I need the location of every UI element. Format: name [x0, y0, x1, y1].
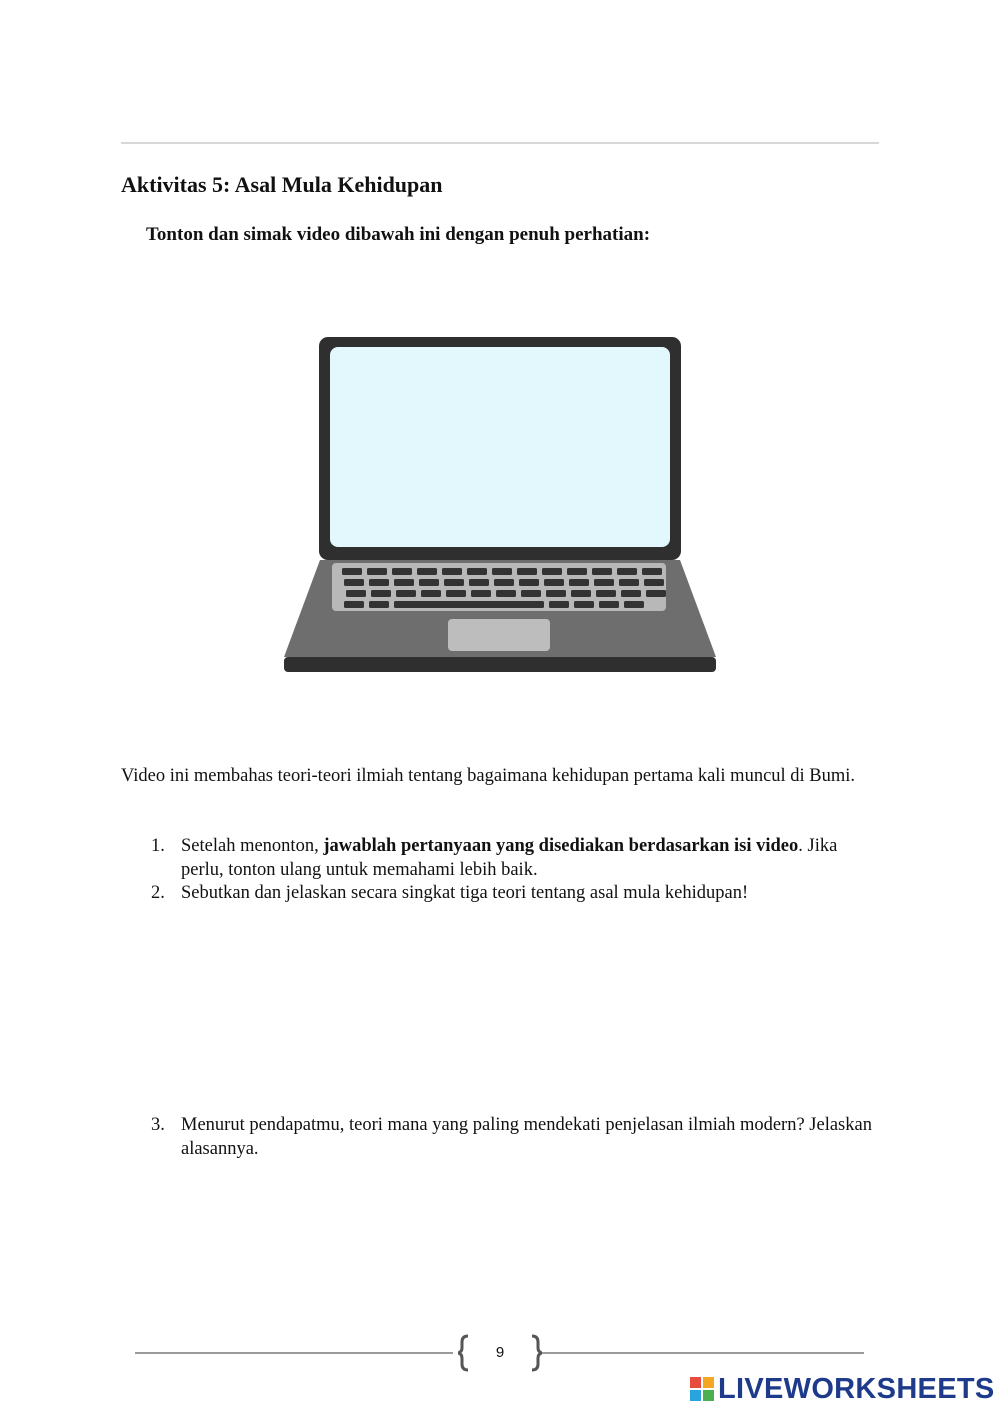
keyboard-key: [421, 590, 441, 597]
keyboard-key: [494, 579, 514, 586]
keyboard-key: [392, 568, 412, 575]
question-text: . Jika perlu, tonton ulang untuk memahami lebih baik.: [181, 836, 838, 880]
keyboard-key: [417, 568, 437, 575]
laptop-screen: [330, 347, 670, 547]
keyboard-key: [371, 590, 391, 597]
keyboard-key: [344, 579, 364, 586]
keyboard-key: [646, 590, 666, 597]
keyboard-key: [369, 601, 389, 608]
keyboard-key: [574, 601, 594, 608]
activity-instruction: Tonton dan simak video dibawah ini dengan penuh perhatian:: [146, 224, 651, 245]
keyboard-key: [444, 579, 464, 586]
keyboard-key: [569, 579, 589, 586]
spacebar-key: [394, 601, 544, 608]
question-emphasis: jawablah pertanyaan yang disediakan berdasarkan isi video: [323, 836, 799, 856]
footer-divider-left: [135, 1352, 453, 1354]
keyboard-key: [619, 579, 639, 586]
keyboard-key: [549, 601, 569, 608]
keyboard-key: [369, 579, 389, 586]
liveworksheets-logo[interactable]: [690, 1372, 995, 1406]
keyboard-key: [594, 579, 614, 586]
keyboard-key: [346, 590, 366, 597]
keyboard-key: [344, 601, 364, 608]
keyboard-key: [517, 568, 537, 575]
keyboard-key: [394, 579, 414, 586]
keyboard-key: [471, 590, 491, 597]
liveworksheets-icon: [690, 1377, 714, 1401]
question-number: 2.: [151, 883, 165, 903]
page-number: 9: [495, 1344, 505, 1361]
keyboard-key: [419, 579, 439, 586]
keyboard-key: [342, 568, 362, 575]
keyboard-key: [519, 579, 539, 586]
keyboard-key: [496, 590, 516, 597]
keyboard-key: [542, 568, 562, 575]
keyboard-key: [596, 590, 616, 597]
laptop-icon[interactable]: [282, 335, 718, 675]
keyboard-key: [546, 590, 566, 597]
keyboard-key: [492, 568, 512, 575]
question-text: Menurut pendapatmu, teori mana yang paling mendekati penjelasan ilmiah modern? Jelaskan alasannya.: [181, 1115, 872, 1159]
keyboard-key: [567, 568, 587, 575]
laptop-touchpad: [448, 619, 550, 651]
keyboard-key: [469, 579, 489, 586]
keyboard-key: [396, 590, 416, 597]
footer-divider-right: [540, 1352, 864, 1354]
keyboard-key: [642, 568, 662, 575]
keyboard-key: [544, 579, 564, 586]
keyboard-key: [571, 590, 591, 597]
keyboard-key: [442, 568, 462, 575]
question-number: 3.: [151, 1115, 165, 1135]
keyboard-key: [367, 568, 387, 575]
liveworksheets-wordmark: LIVEWORKSHEETS: [718, 1372, 995, 1405]
keyboard-key: [521, 590, 541, 597]
activity-heading: Aktivitas 5: Asal Mula Kehidupan: [121, 172, 443, 197]
question-text: Sebutkan dan jelaskan secara singkat tiga teori tentang asal mula kehidupan!: [181, 883, 749, 903]
keyboard-key: [621, 590, 641, 597]
keyboard-key: [617, 568, 637, 575]
keyboard-key: [592, 568, 612, 575]
keyboard-key: [446, 590, 466, 597]
top-divider: [121, 142, 879, 144]
keyboard-key: [467, 568, 487, 575]
keyboard-key: [599, 601, 619, 608]
video-description: Video ini membahas teori-teori ilmiah tentang bagaimana kehidupan pertama kali muncul di Bumi.: [121, 766, 856, 786]
keyboard-key: [624, 601, 644, 608]
question-text: Setelah menonton,: [181, 836, 324, 856]
question-number: 1.: [151, 836, 165, 856]
keyboard-key: [644, 579, 664, 586]
laptop-base-edge: [284, 657, 716, 672]
